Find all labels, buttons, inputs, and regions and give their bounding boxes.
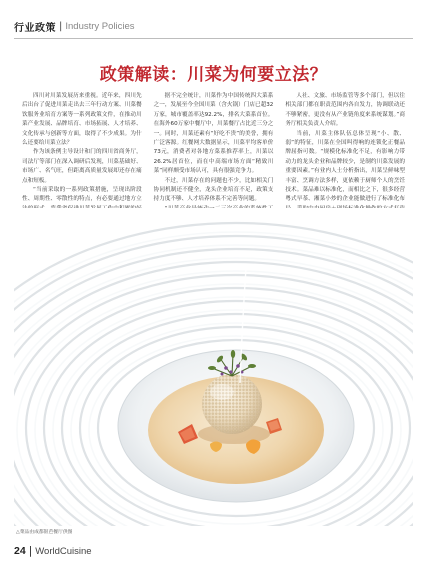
paragraph: 当前，川菜主体队伍总体呈现“小、散、弱”的特征，川菜在全国叫得响的连锁化正餐品牌屈指可数。“规模化标准化不足，有影响力带动力的龙头企业和品牌较少，是制约川菜发展的重要因素。”有业内人士分析指出，川菜呈鲜味型丰富、烹调方法多样，更依赖于厨师个人的烹饪技术。菜品难以标准化，而相比之下，很多经营粤式早茶、湘菜小炒的企业能做进行了标准化布 — [285, 130, 406, 203]
paragraph: 人社、文旅、市场监管等多个部门，但以往相关部门都在职责范围内各自发力，协调联动还不够紧密，更没有从产业链角度来系统谋划。”商务厅相关负责人介绍。 — [285, 93, 406, 128]
magazine-name: WorldCuisine — [35, 545, 92, 557]
paragraph: 作为该条例主导设计和门的四川省商务厅，司法厅等部门在深入调研后发现，川菜基础好、市场广、名气旺，但距离高质量发展却还存在痛点和短板。 — [22, 149, 142, 184]
section-header — [14, 18, 135, 34]
paragraph: 四川对川菜发展历来重视。近年来，四川先后出台了促进川菜走出去三年行动方案、川菜餐饮服务业培育方案等一系列政策文件，在推动川菜产业发展、品牌培育、市场拓展、人才培养、文化传承与创新等方面，取得了不少成果。为什么还要给川菜立法？ — [22, 93, 142, 147]
section-name: 行业政策 — [14, 22, 56, 34]
section-name-english: Industry Policies — [65, 20, 135, 32]
paragraph: 据不完全统计，川菜作为中国传统四大菜系之一，发展至今全国川菜（含火锅）门店已超32万家，城市覆盖率达92.2%，排名大菜系首位。在海外60万家中餐厅中，川菜餐厅占比近三分之一。同时，川菜还素有“好吃不贵”的美誉，拥有广泛客源。红餐网大数据显示，川菜平均客单价73元，消费者对各地方菜系推荐率上，川菜以26.2%居首位，而在中高端市场方面“精致川菜”同样颇受市场认可，具有很强竞争力。 — [153, 93, 274, 175]
header-rule — [14, 38, 413, 39]
dish-photo — [14, 208, 413, 526]
header-separator: | — [59, 20, 63, 32]
page-footer — [14, 545, 92, 557]
page-number: 24 — [14, 545, 26, 557]
footer-separator: | — [28, 545, 33, 557]
article-title: 政策解读：川菜为何要立法？ — [99, 65, 328, 85]
photo-caption: △菜品由成都银芭餐厅供图 — [16, 530, 73, 535]
paragraph: “当前采取的一系列政策措施，呈现出阶段性、周期性、零散性的特点，有必要通过地方立 — [22, 187, 142, 203]
paragraph: 不过，川菜存在的问题也不少，比如相关门协同机制还不健全，龙头企业培育不足，政策支持力度不够、人才培养体系不完善等问题。 — [153, 177, 274, 203]
